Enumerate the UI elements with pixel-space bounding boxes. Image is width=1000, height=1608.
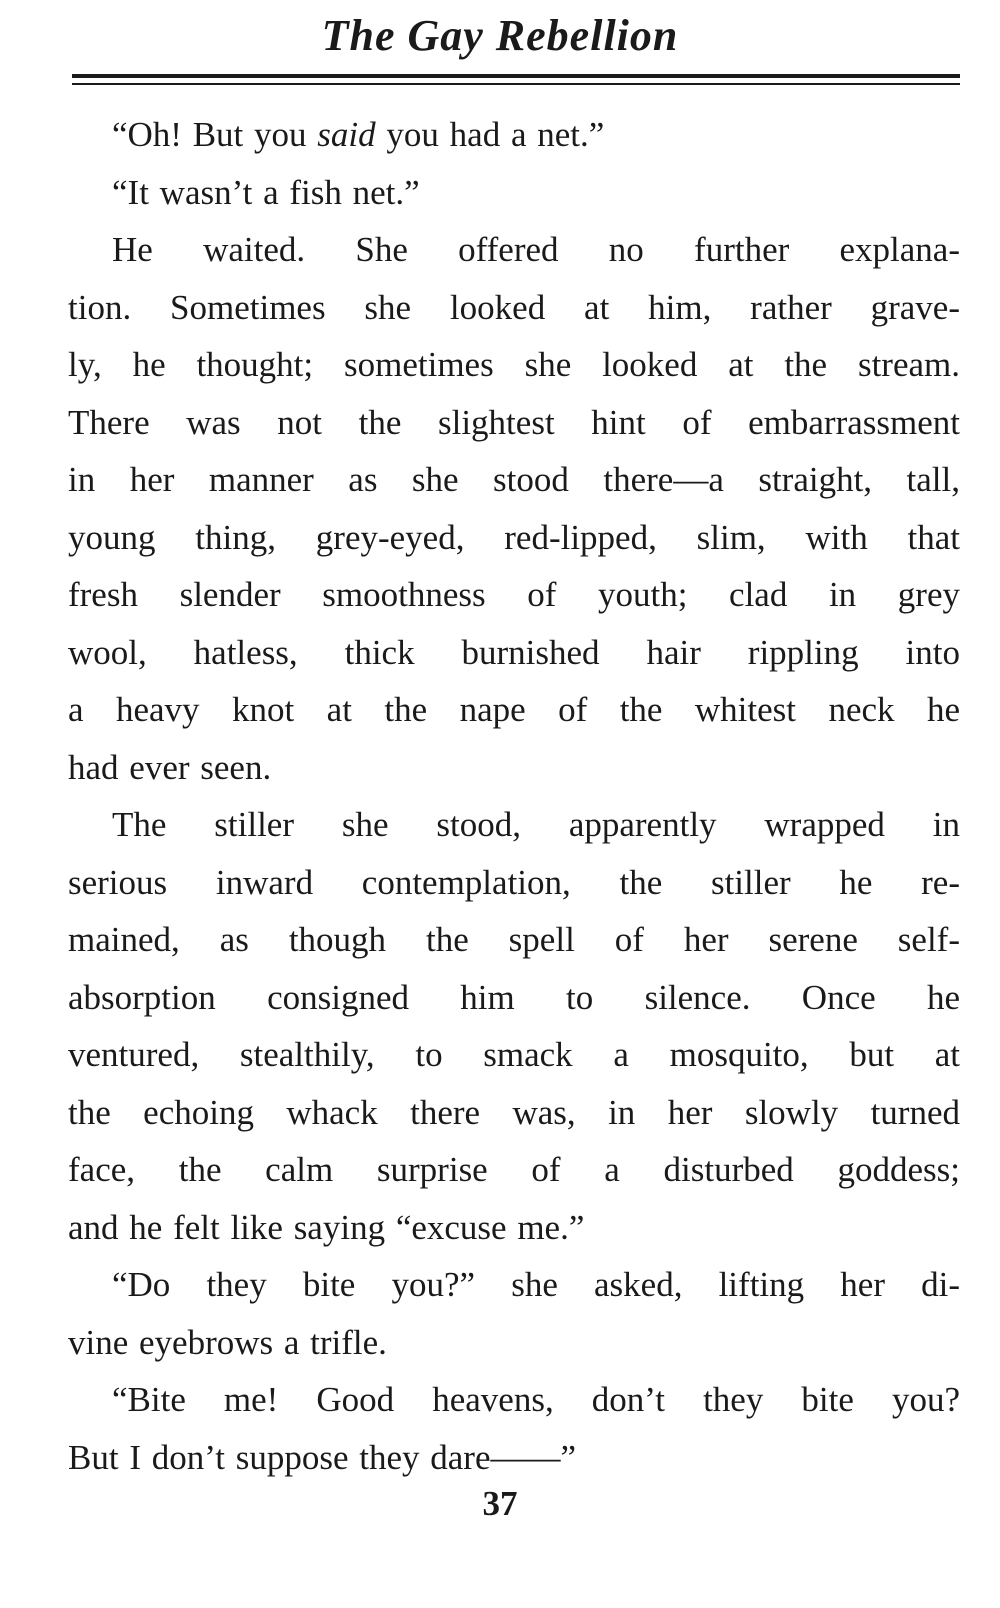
text-line: wool, hatless, thick burnished hair rippling into	[68, 632, 960, 672]
text-line: in her manner as she stood there—a straight, tall,	[68, 460, 960, 499]
text-line: fresh slender smoothness of youth; clad in grey	[68, 575, 960, 614]
text-line: face, the calm surprise of a disturbed goddess;	[68, 1150, 960, 1189]
text-line: young thing, grey-eyed, red-lipped, slim, with that	[68, 517, 960, 557]
text-line: tion. Sometimes she looked at him, rather grave-	[68, 287, 960, 327]
page-body-text	[68, 106, 960, 1486]
text-line: “Bite me! Good heavens, don’t they bite you?	[112, 1380, 960, 1419]
text-line: serious inward contemplation, the stiller he re-	[68, 862, 960, 902]
text-line: There was not the slightest hint of embarrassment	[68, 402, 960, 442]
text-line: absorption consigned him to silence. Once he	[68, 977, 960, 1017]
running-header-title: The Gay Rebellion	[321, 11, 679, 60]
line-1-rendered: “Oh! But you said you had a net.”	[112, 115, 605, 154]
text-line: vine eyebrows a trifle.	[68, 1322, 387, 1362]
text-line: and he felt like saying “excuse me.”	[68, 1207, 585, 1247]
text-line: ventured, stealthily, to smack a mosquito, but at	[68, 1035, 960, 1074]
text-line: The stiller she stood, apparently wrapped in	[112, 805, 960, 844]
text-line: But I don’t suppose they dare——”	[68, 1437, 577, 1477]
text-line: the echoing whack there was, in her slowly turned	[68, 1092, 960, 1132]
text-line: “It wasn’t a fish net.”	[112, 172, 420, 212]
emphasis-said: said	[317, 115, 376, 154]
text-line: mained, as though the spell of her serene self-	[68, 920, 960, 959]
text-line: ly, he thought; sometimes she looked at the stream.	[68, 345, 960, 384]
text-line	[68, 106, 960, 164]
text-line: He waited. She offered no further explana-	[112, 230, 960, 269]
text-line: had ever seen.	[68, 747, 272, 787]
text-line: “Do they bite you?” she asked, lifting her di-	[112, 1265, 960, 1304]
text-line: a heavy knot at the nape of the whitest neck he	[68, 690, 960, 729]
header-rule-thick	[72, 74, 960, 78]
page-number: 37	[482, 1484, 518, 1523]
header-rule-thin	[72, 83, 960, 85]
